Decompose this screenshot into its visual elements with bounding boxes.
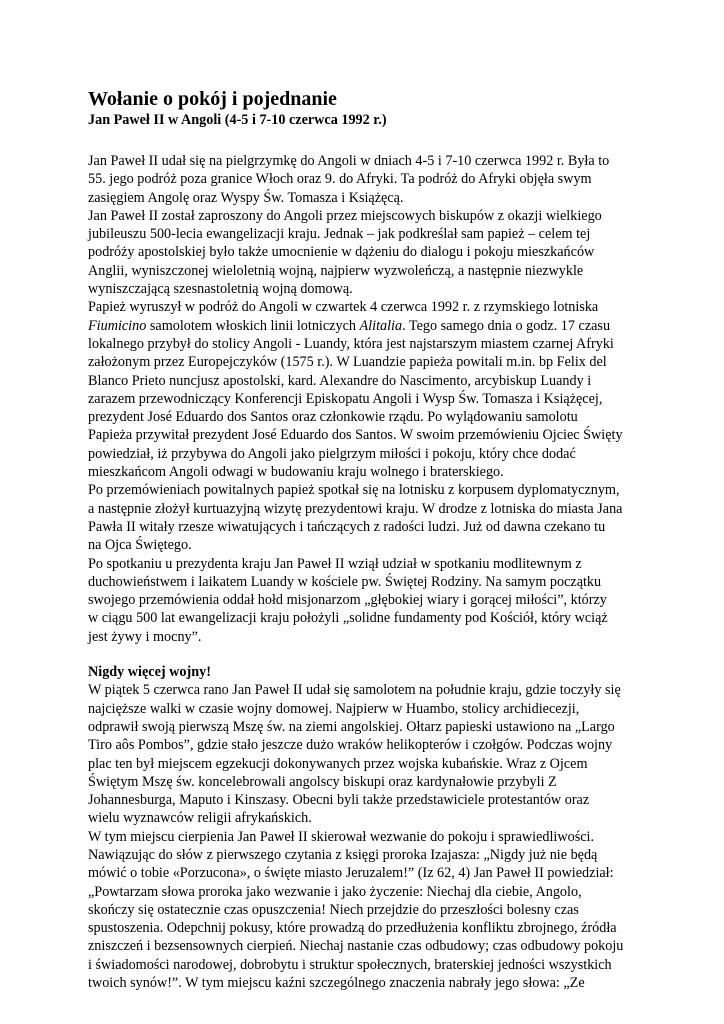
document-body: [88, 87, 648, 992]
paragraph-arrival-mid: samolotem włoskich linii lotniczych: [146, 317, 360, 334]
paragraph-arrival-start: Papież wyruszył w podróż do Angoli w czwartek 4 czerwca 1992 r. z rzymskiego lotniska: [88, 299, 599, 316]
document-title: Wołanie o pokój i pojednanie: [88, 88, 337, 110]
paragraph-intro: Jan Paweł II udał się na pielgrzymkę do Angoli w dniach 4-5 i 7-10 czerwca 1992 r. Była to 55. jego podróż poza granice Włoch oraz 9. do Afryki. Ta podróż do Afryki objęła swym zasięgiem Angolę oraz Wyspy Św. Tomasza i Książęcą.: [88, 153, 610, 206]
paragraph-huambo: W piątek 5 czerwca rano Jan Paweł II udał się samolotem na południe kraju, gdzie toczyły się najcięższe walki w czasie wojny domowej. Najpierw w Huambo, stolicy archidiecezji, odprawił swoją pierwszą Mszę św. na ziemi angolskiej. Ołtarz papieski ustawiono na „Largo Tiro aôs Pombos”, gdzie stało jeszcze dużo wraków helikopterów i czołgów. Podczas wojny plac ten był miejscem egzekucji dokonywanych przez wojska kubańskie. Wraz z Ojcem Świętym Mszę św. koncelebrowali angolscy biskupi oraz kardynałowie przybyli Z Johannesburga, Maputo i Kinszasy. Obecni byli także przedstawiciele protestantów oraz wielu wyznawców religii afrykańskich.: [88, 682, 621, 827]
paragraph-arrival: [88, 298, 648, 481]
paragraph-invitation: Jan Paweł II został zaproszony do Angoli przez miejscowych biskupów z okazji wielkiego jubileuszu 500-lecia ewangelizacji kraju. Jednak – jak podkreślał sam papież – celem tej podróży apostolskiej było także umocnienie w dążeniu do dialogu i pokoju mieszkańców Anglii, wyniszczonej wieloletnią wojną, najpierw wyzwoleńczą, a następnie niezwykle wyniszczającą szesnastoletnią wojną domową.: [88, 207, 602, 298]
paragraph-call-for-peace: W tym miejscu cierpienia Jan Paweł II skierował wezwanie do pokoju i sprawiedliwości. Nawiązując do słów z pierwszego czytania z księgi proroka Izajasza: „Nigdy już nie będą mówić o tobie «Porzucona», o święte miasto Jeruzalem!” (Iz 62, 4) Jan Paweł II powiedział: „Powtarzam słowa proroka jako wezwanie i jako życzenie: Niechaj dla ciebie, Angolo, skończy się ostatecznie czas opuszczenia! Niech przejdzie do przeszłości bolesny czas spustoszenia. Odepchnij pokusy, które prowadzą do przedłużenia konfliktu zbrojnego, źródła zniszczeń i bezsensownych cierpień. Niechaj nastanie czas odbudowy; czas odbudowy pokoju i świadomości narodowej, dobrobytu i struktur społecznych, braterskiej jedności wszystkich twoich synów!”. W tym miejscu kaźni szczególnego znaczenia nabrały jego słowa: „Ze: [88, 828, 624, 992]
paragraph-arrival-end: . Tego samego dnia o godz. 17 czasu lokalnego przybył do stolicy Angoli - Luandy, która jest najstarszym miastem czarnej Afryki założonym przez Europejczyków (1575 r.). W Luandzie papieża powitali m.in. bp Felix del Blanco Prieto nuncjusz apostolski, kard. Alexandre do Nascimento, arcybiskup Luandy i zarazem przewodniczący Konferencji Episkopatu Angoli i Wysp Św. Tomasza i Książęcej, prezydent José Eduardo dos Santos oraz członkowie rządu. Po wylądowaniu samolotu Papieża przywitał prezydent José Eduardo dos Santos. W swoim przemówieniu Ojciec Święty powiedział, iż przybywa do Angoli jako pielgrzym miłości i pokoju, który chce dodać mieszkańcom Angoli odwagi w budowaniu kraju wolnego i braterskiego.: [88, 317, 623, 481]
document-subtitle: Jan Paweł II w Angoli (4-5 i 7-10 czerwca 1992 r.): [88, 112, 387, 128]
section-heading: Nigdy więcej wojny!: [88, 664, 211, 681]
paragraph-prayer-meeting: Po spotkaniu u prezydenta kraju Jan Paweł II wziął udział w spotkaniu modlitewnym z duchowieństwem i laikatem Luandy w kościele pw. Świętej Rodziny. Na samym początku swojego przemówienia oddał hołd misjonarzom „głębokiej wiary i gorącej miłości”, którzy w ciągu 500 lat ewangelizacji kraju położyli „solidne fundamenty pod Kościół, który wciąż jest żywy i mocny”.: [88, 555, 608, 645]
section-spacer: [88, 646, 648, 663]
alitalia-italic: Alitalia: [359, 317, 403, 334]
fiumicino-italic: Fiumicino: [88, 317, 147, 334]
paragraph-welcome: Po przemówieniach powitalnych papież spotkał się na lotnisku z korpusem dyplomatycznym, a następnie złożył kurtuazyjną wizytę prezydentowi kraju. W drodze z lotniska do miasta Jana Pawła II witały rzesze wiwatujących i tańczących z radości ludzi. Już od dawna czekano tu na Ojca Świętego.: [88, 482, 623, 554]
